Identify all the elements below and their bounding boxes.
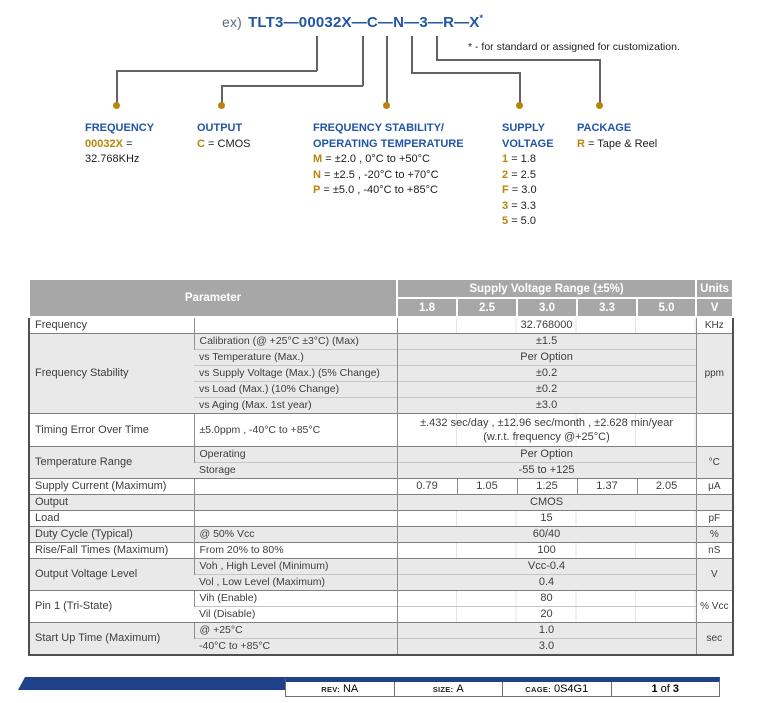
- units-cell: nS: [696, 543, 733, 559]
- connector-dot: [383, 102, 390, 109]
- param-cell: Timing Error Over Time: [29, 414, 194, 447]
- connector-line: [436, 36, 438, 60]
- subparam-cell: @ 50% Vcc: [194, 527, 397, 543]
- value-cell: 3.0: [397, 639, 696, 656]
- field-title: FREQUENCY: [85, 122, 155, 134]
- value-cell: 1.25: [517, 479, 577, 495]
- connector-line: [221, 85, 363, 87]
- param-cell: Duty Cycle (Typical): [29, 527, 194, 543]
- spec-row: [29, 511, 733, 527]
- value-cell: Vcc-0.4: [397, 559, 696, 575]
- value-cell: 100: [397, 543, 696, 559]
- part-number-title: [222, 13, 483, 31]
- connector-line: [411, 72, 521, 74]
- value-cell: 1.0: [397, 623, 696, 639]
- subparam-cell: vs Supply Voltage (Max.) (5% Change): [194, 366, 397, 382]
- header-voltage: 5.0: [637, 298, 696, 317]
- subparam-cell: Vih (Enable): [194, 591, 397, 607]
- field-option: N = ±2.5 , -20°C to +70°C: [313, 168, 439, 181]
- units-cell: sec: [696, 623, 733, 656]
- param-cell: Output Voltage Level: [29, 559, 194, 591]
- field-option: P = ±5.0 , -40°C to +85°C: [313, 184, 438, 196]
- subparam-cell: Voh , High Level (Minimum): [194, 559, 397, 575]
- spec-row: [29, 591, 733, 607]
- field-option: F = 3.0: [502, 184, 537, 196]
- connector-dot: [596, 102, 603, 109]
- param-cell: Supply Current (Maximum): [29, 479, 194, 495]
- spec-row: [29, 447, 733, 463]
- value-cell: Per Option: [397, 447, 696, 463]
- value-cell: ±0.2: [397, 382, 696, 398]
- field-option: 5 = 5.0: [502, 215, 536, 227]
- value-cell: 80: [397, 591, 696, 607]
- param-cell: Temperature Range: [29, 447, 194, 479]
- param-cell: Rise/Fall Times (Maximum): [29, 543, 194, 559]
- field-supply-voltage: [502, 121, 554, 230]
- header-voltage: 3.0: [517, 298, 577, 317]
- field-title: FREQUENCY STABILITY/: [313, 122, 444, 134]
- spec-row: [29, 543, 733, 559]
- field-title: PACKAGE: [577, 122, 632, 134]
- field-option: 2 = 2.5: [502, 168, 536, 181]
- footer-accent-bar: [18, 677, 285, 690]
- field-option: R = Tape & Reel: [577, 137, 658, 150]
- value-cell: ±1.5: [397, 334, 696, 350]
- footer-info-box: [285, 677, 720, 697]
- units-cell: KHz: [696, 317, 733, 334]
- customization-note: * - for standard or assigned for customization.: [468, 41, 680, 53]
- header-supply-range: Supply Voltage Range (±5%): [397, 279, 696, 298]
- connector-line: [316, 36, 318, 71]
- spec-row: [29, 559, 733, 575]
- value-cell: 0.79: [397, 479, 457, 495]
- subparam-cell: Operating: [194, 447, 397, 463]
- units-cell: μA: [696, 479, 733, 495]
- field-title: OUTPUT: [197, 122, 243, 134]
- spec-row: [29, 495, 733, 511]
- header-units: Units: [696, 279, 733, 298]
- field-option: 32.768KHz: [85, 153, 140, 165]
- units-cell: pF: [696, 511, 733, 527]
- example-prefix: ex): [222, 14, 243, 30]
- field-frequency: [85, 121, 154, 168]
- spec-row: [29, 317, 733, 334]
- connector-dot: [113, 102, 120, 109]
- subparam-cell: ±5.0ppm , -40°C to +85°C: [194, 414, 397, 447]
- units-cell: % Vcc: [696, 591, 733, 623]
- subparam-cell: Vol , Low Level (Maximum): [194, 575, 397, 591]
- subparam-cell: From 20% to 80%: [194, 543, 397, 559]
- subparam-cell: [194, 317, 397, 334]
- subparam-cell: @ +25°C: [194, 623, 397, 639]
- field-stability: [313, 121, 464, 199]
- spec-row: [29, 623, 733, 639]
- field-option: 00032X =: [85, 137, 133, 150]
- param-cell: Load: [29, 511, 194, 527]
- part-number-star: *: [479, 13, 484, 23]
- field-title: VOLTAGE: [502, 137, 554, 150]
- header-row: [29, 279, 733, 298]
- field-option: 3 = 3.3: [502, 199, 536, 212]
- value-cell: CMOS: [397, 495, 696, 511]
- connector-line: [362, 36, 364, 86]
- spec-row: [29, 527, 733, 543]
- value-cell: 0.4: [397, 575, 696, 591]
- units-cell: ppm: [696, 334, 733, 414]
- connector-line: [386, 36, 388, 103]
- connector-line: [116, 70, 118, 103]
- subparam-cell: Vil (Disable): [194, 607, 397, 623]
- subparam-cell: [194, 479, 397, 495]
- value-cell: 1.05: [457, 479, 517, 495]
- connector-line: [411, 36, 413, 73]
- spec-table: [28, 278, 734, 656]
- field-option: 1 = 1.8: [502, 153, 536, 165]
- value-cell: 1.37: [577, 479, 637, 495]
- param-cell: Start Up Time (Maximum): [29, 623, 194, 656]
- value-cell: 32.768000: [397, 317, 696, 334]
- spec-row: [29, 479, 733, 495]
- subparam-cell: vs Temperature (Max.): [194, 350, 397, 366]
- subparam-cell: vs Aging (Max. 1st year): [194, 398, 397, 414]
- field-package: [577, 121, 657, 152]
- units-cell: °C: [696, 447, 733, 479]
- subparam-cell: vs Load (Max.) (10% Change): [194, 382, 397, 398]
- connector-line: [116, 70, 317, 72]
- value-cell: 2.05: [637, 479, 696, 495]
- connector-line: [436, 59, 601, 61]
- units-cell: [696, 414, 733, 447]
- header-voltage: 1.8: [397, 298, 457, 317]
- value-cell: -55 to +125: [397, 463, 696, 479]
- param-cell: Output: [29, 495, 194, 511]
- header-units-v: V: [696, 298, 733, 317]
- part-number: TLT3—00032X—C—N—3—R—X: [248, 14, 480, 31]
- connector-dot: [218, 102, 225, 109]
- value-cell: ±.432 sec/day , ±12.96 sec/month , ±2.628 min/year (w.r.t. frequency @+25°C): [397, 414, 696, 447]
- field-option: M = ±2.0 , 0°C to +50°C: [313, 153, 430, 165]
- field-output: [197, 121, 251, 152]
- param-cell: Frequency Stability: [29, 334, 194, 414]
- value-cell: ±3.0: [397, 398, 696, 414]
- value-cell: ±0.2: [397, 366, 696, 382]
- field-option: C = CMOS: [197, 137, 251, 150]
- subparam-cell: Calibration (@ +25°C ±3°C) (Max): [194, 334, 397, 350]
- footer-size: SIZE: A: [394, 682, 503, 696]
- header-voltage: 2.5: [457, 298, 517, 317]
- spec-row: [29, 414, 733, 447]
- subparam-cell: -40°C to +85°C: [194, 639, 397, 656]
- footer-page-number: 1 of 3: [611, 682, 720, 696]
- footer-rev: REV: NA: [321, 683, 359, 695]
- param-cell: Frequency: [29, 317, 194, 334]
- value-cell: Per Option: [397, 350, 696, 366]
- spec-row: [29, 334, 733, 350]
- subparam-cell: [194, 511, 397, 527]
- connector-dot: [516, 102, 523, 109]
- connector-line: [519, 72, 521, 103]
- footer-cage: CAGE: 0S4G1: [502, 682, 611, 696]
- param-cell: Pin 1 (Tri-State): [29, 591, 194, 623]
- field-title: SUPPLY: [502, 122, 546, 134]
- header-parameter: Parameter: [29, 279, 397, 317]
- value-cell: 20: [397, 607, 696, 623]
- subparam-cell: [194, 495, 397, 511]
- connector-line: [221, 85, 223, 103]
- subparam-cell: Storage: [194, 463, 397, 479]
- units-cell: V: [696, 559, 733, 591]
- value-cell: 15: [397, 511, 696, 527]
- connector-line: [599, 59, 601, 103]
- header-voltage: 3.3: [577, 298, 637, 317]
- units-cell: [696, 495, 733, 511]
- units-cell: %: [696, 527, 733, 543]
- field-title: OPERATING TEMPERATURE: [313, 137, 464, 150]
- value-cell: 60/40: [397, 527, 696, 543]
